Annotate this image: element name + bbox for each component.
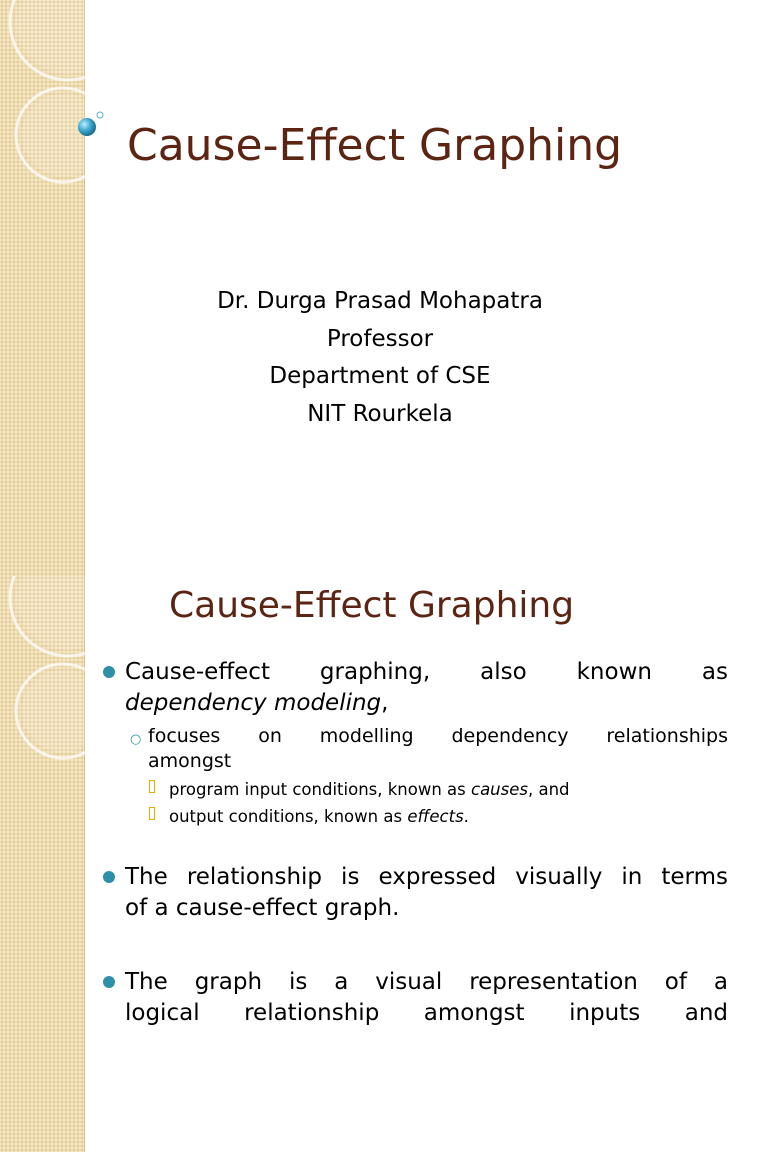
sub-bullet-text-line: focuses on modelling dependency relationships	[148, 725, 728, 747]
sub-sub-bullet-item: output conditions, known as effects.	[169, 803, 729, 830]
bullet-item	[125, 967, 728, 1029]
slide-title: Cause-Effect Graphing	[169, 585, 575, 626]
bullet-text-line: The relationship is expressed visually in terms	[125, 864, 728, 890]
bullet-dot-icon	[103, 976, 115, 988]
bullet-text-line: Cause-effect graphing, also known as	[125, 659, 728, 685]
bullet-text-line: of a cause-effect graph.	[125, 895, 400, 921]
sub-sub-bullet-item: program input conditions, known as causes, and	[169, 776, 729, 803]
italic-term: dependency modeling	[125, 690, 382, 716]
decorative-side-band	[0, 0, 85, 576]
decorative-side-band	[0, 576, 85, 1152]
slide-title: Cause-Effect Graphing	[127, 120, 623, 171]
author-institute: NIT Rourkela	[307, 400, 453, 427]
author-name: Dr. Durga Prasad Mohapatra	[217, 288, 543, 314]
bullet-item	[125, 657, 728, 719]
blue-orb-icon	[78, 118, 96, 136]
bullet-text-line: logical relationship amongst inputs and	[125, 1000, 728, 1026]
author-position: Professor	[326, 325, 434, 352]
hollow-circle-bullet-icon: ○	[130, 732, 142, 747]
sub-bullet-item	[130, 724, 728, 774]
decorative-rings-icon	[0, 576, 110, 1152]
bullet-dot-icon	[103, 666, 115, 678]
bullet-item	[125, 862, 728, 924]
author-department: Department of CSE	[269, 363, 491, 389]
content-slide	[0, 576, 768, 1152]
author-info	[180, 283, 580, 433]
bullet-text-line: dependency modeling,	[125, 690, 389, 716]
small-ring-icon	[97, 112, 103, 118]
bullet-text-line: The graph is a visual representation of a	[125, 969, 728, 995]
square-bullet-icon	[149, 807, 155, 820]
square-bullet-icon	[149, 780, 155, 793]
sub-bullet-text-line: amongst	[148, 750, 232, 772]
bullet-dot-icon	[103, 871, 115, 883]
